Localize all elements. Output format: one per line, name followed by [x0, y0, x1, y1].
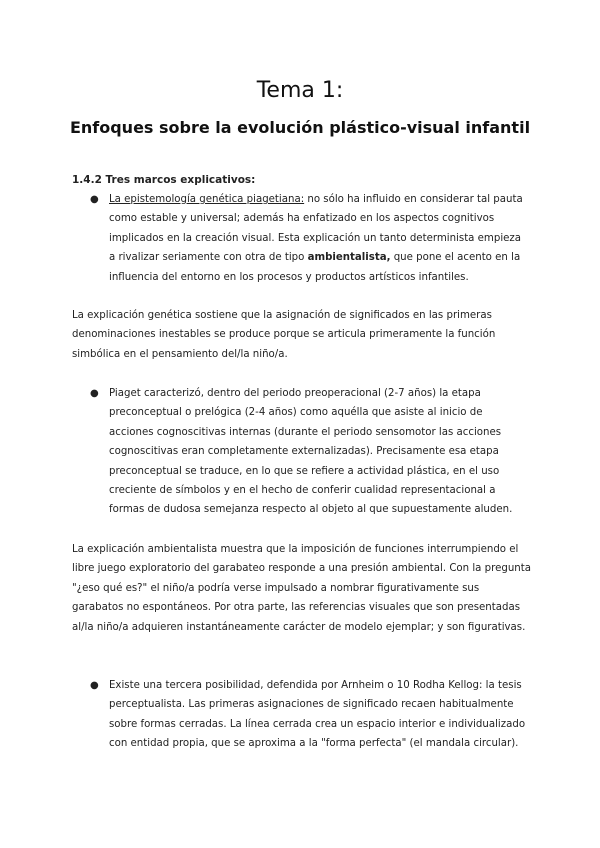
underlined-term: La epistemología genética piagetiana:	[109, 194, 305, 205]
bullet-perceptualista	[90, 676, 530, 754]
bullet-dot: ●	[90, 388, 99, 399]
bullet-text: Existe una tercera posibilidad, defendida por Arnheim o 10 Rodha Kellog: la tesis perceptualista. Las primeras asignaciones de significado recaen habitualmente sobre formas cerradas. La línea cerrada crea un espacio interior e individualizado con entidad propia, que se aproxima a la "forma perfecta" (el mandala circular).	[109, 680, 526, 750]
bullet-text: Piaget caracterizó, dentro del periodo preoperacional (2-7 años) la etapa preconceptual o prelógica (2-4 años) como aquélla que asiste al inicio de acciones cognoscitivas internas (durante el periodo sensomotor las acciones cognoscitivas eran completamente externalizadas). Precisamente esa etapa preconceptual se traduce, en lo que se refiere a actividad plástica, en el uso creciente de símbolos y en el hecho de conferir cualidad representacional a formas de dudosa semejanza respecto al objeto al que supuestamente aluden.	[109, 388, 513, 516]
paragraph-ambientalista: La explicación ambientalista muestra que la imposición de funciones interrumpiendo el libre juego exploratorio del garabateo responde a una presión ambiental. Con la pregunta "¿eso qué es?" el niño/a podría verse impulsado a nombrar figurativamente sus garabatos no espontáneos. Por otra parte, las referencias visuales que son presentadas al/la niño/a adquieren instantáneamente carácter de modelo ejemplar; y son figurativas.	[72, 544, 531, 633]
paragraph-genetica: La explicación genética sostiene que la asignación de significados en las primeras denominaciones inestables se produce porque se articula primeramente la función simbólica en el pensamiento del/la niño/a.	[72, 310, 496, 360]
bullet-dot: ●	[90, 194, 99, 205]
bullet-text	[109, 190, 530, 287]
page-title: Tema 1:	[256, 78, 344, 103]
bullet-epistemologia	[90, 190, 530, 287]
page-subtitle: Enfoques sobre la evolución plástico-visual infantil	[69, 118, 531, 137]
bullet-piaget	[90, 384, 530, 520]
bullet-text-part-b: que pone el acento en la influencia del entorno en los procesos y productos artísticos infantiles.	[109, 252, 521, 283]
section-heading: 1.4.2 Tres marcos explicativos:	[72, 174, 256, 186]
bullet-dot: ●	[90, 680, 99, 691]
bold-term: ambientalista,	[307, 252, 391, 264]
bullet-text-part-a: no sólo ha influido en considerar tal pauta como estable y universal; además ha enfatizado en los aspectos cognitivos implicados en la creación visual. Esta explicación un tanto determinista empieza a rivalizar seriamente con otra de tipo	[109, 194, 523, 264]
